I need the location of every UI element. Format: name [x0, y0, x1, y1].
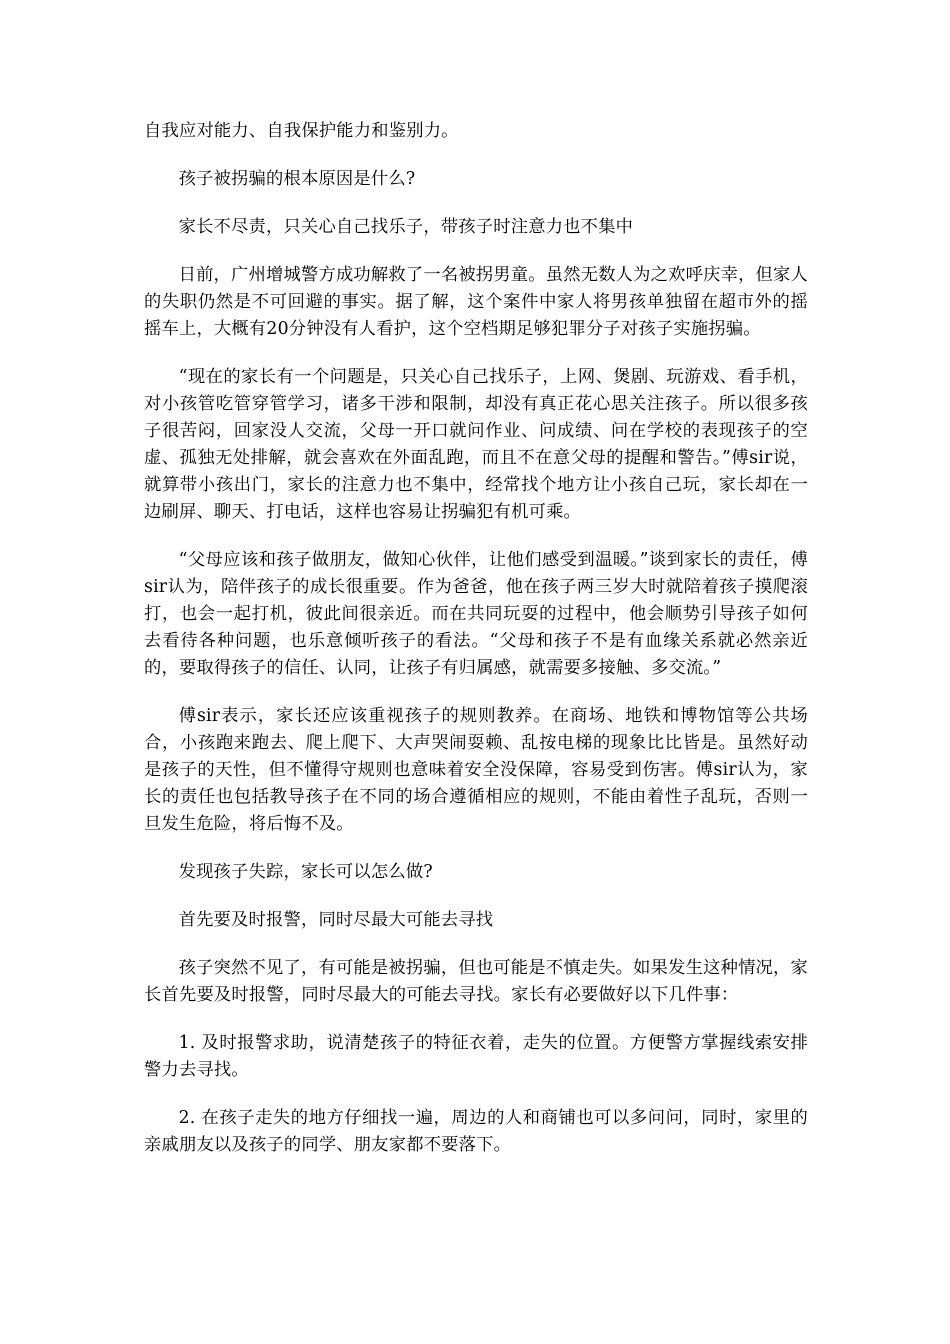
section-answer-heading: 家长不尽责，只关心自己找乐子，带孩子时注意力也不集中: [178, 217, 634, 237]
list-item: 1. 及时报警求助，说清楚孩子的特征衣着，走失的位置。方便警方掌握线索安排警力去寻找。: [144, 1033, 808, 1080]
list-item: 2. 在孩子走失的地方仔细找一遍，周边的人和商铺也可以多问问，同时，家里的亲戚朋友以及孩子的同学、朋友家都不要落下。: [144, 1108, 808, 1155]
body-paragraph: 日前，广州增城警方成功解救了一名被拐男童。虽然无数人为之欢呼庆幸，但家人的失职仍然是不可回避的事实。据了解，这个案件中家人将男孩单独留在超市外的摇摇车上，大概有20分钟没有人看护，这个空档期足够犯罪分子对孩子实施拐骗。: [144, 265, 808, 339]
paragraph-continuation: 自我应对能力、自我保护能力和鉴别力。: [144, 121, 459, 141]
section-answer-heading: 首先要及时报警，同时尽最大可能去寻找: [178, 910, 494, 930]
section-question-heading: 孩子被拐骗的根本原因是什么?: [178, 169, 416, 189]
body-paragraph: 孩子突然不见了，有可能是被拐骗，但也可能是不慎走失。如果发生这种情况，家长首先要及时报警，同时尽最大的可能去寻找。家长有必要做好以下几件事：: [144, 958, 808, 1005]
section-question-heading: 发现孩子失踪，家长可以怎么做?: [178, 862, 433, 882]
body-paragraph: “父母应该和孩子做朋友，做知心伙伴，让他们感受到温暖。”谈到家长的责任，傅sir认为，陪伴孩子的成长很重要。作为爸爸，他在孩子两三岁大时就陪着孩子摸爬滚打，也会一起打机，彼此间很亲近。而在共同玩耍的过程中，他会顺势引导孩子如何去看待各种问题，也乐意倾听孩子的看法。“父母和孩子不是有血缘关系就必然亲近的，要取得孩子的信任、认同，让孩子有归属感，就需要多接触、多交流。”: [144, 550, 808, 678]
document-page: [144, 118, 808, 1180]
body-paragraph: “现在的家长有一个问题是，只关心自己找乐子，上网、煲剧、玩游戏、看手机，对小孩管吃管穿管学习，诸多干涉和限制，却没有真正花心思关注孩子。所以很多孩子很苦闷，回家没人交流，父母一开口就问作业、问成绩、问在学校的表现孩子的空虚、孤独无处排解，就会喜欢在外面乱跑，而且不在意父母的提醒和警告。”傅sir说，就算带小孩出门，家长的注意力也不集中，经常找个地方让小孩自己玩，家长却在一边刷屏、聊天、打电话，这样也容易让拐骗犯有机可乘。: [144, 367, 808, 522]
body-paragraph: 傅sir表示，家长还应该重视孩子的规则教养。在商场、地铁和博物馆等公共场合，小孩跑来跑去、爬上爬下、大声哭闹耍赖、乱按电梯的现象比比皆是。虽然好动是孩子的天性，但不懂得守规则也意味着安全没保障，容易受到伤害。傅sir认为，家长的责任也包括教导孩子在不同的场合遵循相应的规则，不能由着性子乱玩，否则一旦发生危险，将后悔不及。: [144, 706, 808, 834]
